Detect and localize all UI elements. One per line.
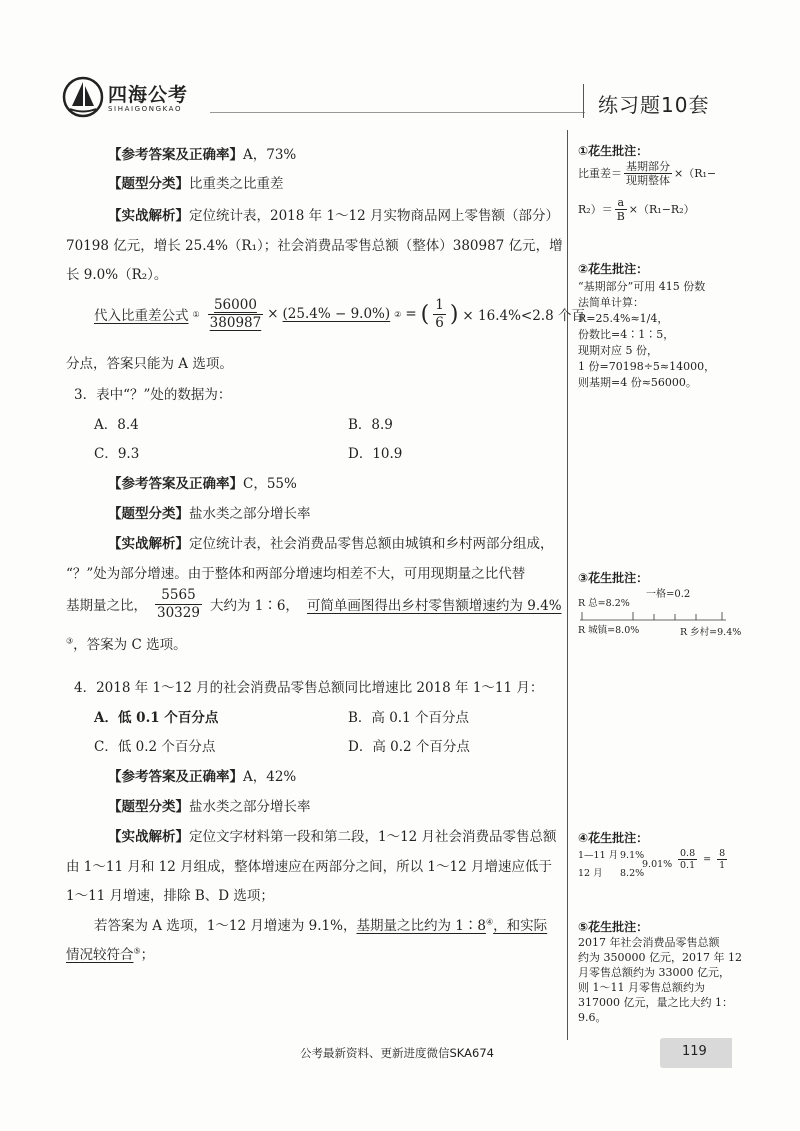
row-value: 8.2% xyxy=(620,868,645,879)
mid-value: 9.01% xyxy=(642,859,673,870)
note-title: ①花生批注： xyxy=(578,144,649,158)
type-line: 【题型分类】盐水类之部分增长率 xyxy=(108,506,311,522)
r-rural-label: R 乡村=9.4% xyxy=(680,627,742,638)
note-line: 9.6。 xyxy=(578,1011,607,1024)
r-town-label: R 城镇=8.0% xyxy=(578,625,640,636)
note-line: 则 1～11 月零售总额约为 xyxy=(578,981,705,994)
header-rule xyxy=(210,112,585,113)
type-line: 【题型分类】比重类之比重差 xyxy=(108,176,284,192)
option-b: B．8.9 xyxy=(348,417,393,433)
row-label: 12 月 xyxy=(578,868,603,879)
analysis-line: “？”处为部分增速。由于整体和两部分增速均相差不大，可用现期量之比代替 xyxy=(66,566,526,582)
answer-line: 【参考答案及正确率】C，55% xyxy=(108,476,297,492)
row-label: 1—11 月 xyxy=(578,850,619,861)
r-total-label: R 总=8.2% xyxy=(578,598,630,609)
logo-text-cn: 四海公考 xyxy=(108,84,189,106)
analysis-line: 【实战解析】定位文字材料第一段和第二段，1～12 月社会消费品零售总额 xyxy=(108,829,557,845)
note-title: ⑤花生批注： xyxy=(578,920,649,934)
option-c: C．9.3 xyxy=(94,446,140,462)
note-line: “基期部分”可用 415 份数 xyxy=(578,280,706,293)
option-a: A．低 0.1 个百分点 xyxy=(94,710,219,726)
note-4-ratio: $\frac{0.8}{0.1}$ = $\frac{8}{1}$ xyxy=(680,848,726,872)
answer-line: 【参考答案及正确率】A，42% xyxy=(108,769,297,785)
analysis-line: 由 1～11 月和 12 月组成，整体增速应在两部分之间，所以 1～12 月增速应低于 xyxy=(66,859,552,875)
row-value: 9.1% xyxy=(620,850,645,861)
note-1-formula-2: R₂）＝ $\frac{a}{B}$ ×（R₁−R₂） xyxy=(578,196,695,224)
analysis-line: 长 9.0%（R₂）。 xyxy=(66,267,168,283)
option-c: C．低 0.2 个百分点 xyxy=(94,739,216,755)
question-stem: 3．表中“？”处的数据为： xyxy=(74,387,232,403)
formula-fraction: $\frac{56000}{380987}$ xyxy=(209,297,262,331)
option-b: B．高 0.1 个百分点 xyxy=(348,710,469,726)
logo-text-en: SIHAIGONGKAO xyxy=(108,105,183,113)
note-1-formula: 比重差＝ $\frac{\text{基期部分}}{\text{现期整体}}$ ×（R₁− xyxy=(578,160,717,188)
set-title: 练习题10套 xyxy=(598,93,710,117)
one-sixth-fraction: $\frac{1}{6}$ xyxy=(435,297,444,331)
gap-label: 一格=0.2 xyxy=(646,589,691,600)
note-line: 317000 亿元，量之比大约 1： xyxy=(578,996,733,1009)
header-title-tab xyxy=(583,84,732,118)
analysis-line: ③，答案为 C 选项。 xyxy=(66,636,187,653)
ratio-fraction: $\frac{5565}{30329}$ xyxy=(157,587,200,621)
analysis-line: 1～11 月增速，排除 B、D 选项； xyxy=(66,888,274,904)
option-d: D．高 0.2 个百分点 xyxy=(348,739,470,755)
note-line: 份数比=4∶1∶5， xyxy=(578,328,675,341)
analysis-line: 基期量之比， $\frac{5565}{30329}$ 大约为 1∶6， 可简单画图得出乡村零售额增速约为 9.4% xyxy=(66,587,562,621)
type-line: 【题型分类】盐水类之部分增长率 xyxy=(108,799,311,815)
note-line: R=25.4%≈1/4， xyxy=(578,312,669,325)
page-number: 119 xyxy=(682,1044,707,1059)
formula-line: 代入比重差公式 ① $\frac{56000}{380987}$ × (25.4% − 9.0%) ② = ( $\frac{1}{6}$ ) × 16.4%<2.8 个百 xyxy=(94,297,585,331)
sailboat-logo-icon xyxy=(62,76,104,118)
note-title: ②花生批注： xyxy=(578,262,649,276)
note-title: ③花生批注： xyxy=(578,571,649,585)
question-stem: 4．2018 年 1～12 月的社会消费品零售总额同比增速比 2018 年 1～11 月： xyxy=(74,680,544,696)
analysis-line: 【实战解析】定位统计表，社会消费品零售总额由城镇和乡村两部分组成， xyxy=(108,536,554,552)
logo xyxy=(62,76,212,120)
option-a: A．8.4 xyxy=(94,417,139,433)
answer-line: 【参考答案及正确率】A，73% xyxy=(108,147,297,163)
footer-note: 公考最新资料、更新进度微信SKA674 xyxy=(300,1046,494,1060)
note-line: 则基期=4 份≈56000。 xyxy=(578,376,697,389)
note-line: 现期对应 5 份， xyxy=(578,344,658,357)
analysis-line: 70198 亿元，增长 25.4%（R₁）；社会消费品零售总额（整体）380987 亿元，增 xyxy=(66,238,563,254)
analysis-line: 【实战解析】定位统计表，2018 年 1～12 月实物商品网上零售额（部分） xyxy=(108,208,559,224)
analysis-line: 若答案为 A 选项，1～12 月增速为 9.1%，基期量之比约为 1∶8④，和实际 xyxy=(94,917,548,934)
note-line: 法简单计算： xyxy=(578,296,644,309)
page-number-tab xyxy=(660,1038,732,1068)
note-line: 2017 年社会消费品零售总额 xyxy=(578,936,720,949)
note-line: 月零售总额约为 33000 亿元， xyxy=(578,966,730,979)
conclusion-line: 分点，答案只能为 A 选项。 xyxy=(66,356,233,372)
formula-prefix: 代入比重差公式 xyxy=(94,308,189,324)
analysis-line: 情况较符合⑤； xyxy=(66,946,155,963)
option-d: D．10.9 xyxy=(348,446,403,462)
note-line: 1 份=70198÷5≈14000， xyxy=(578,360,716,373)
note-line: 约为 350000 亿元，2017 年 12 xyxy=(578,951,742,964)
note-title: ④花生批注： xyxy=(578,831,649,845)
sidebar-divider xyxy=(567,130,568,1040)
